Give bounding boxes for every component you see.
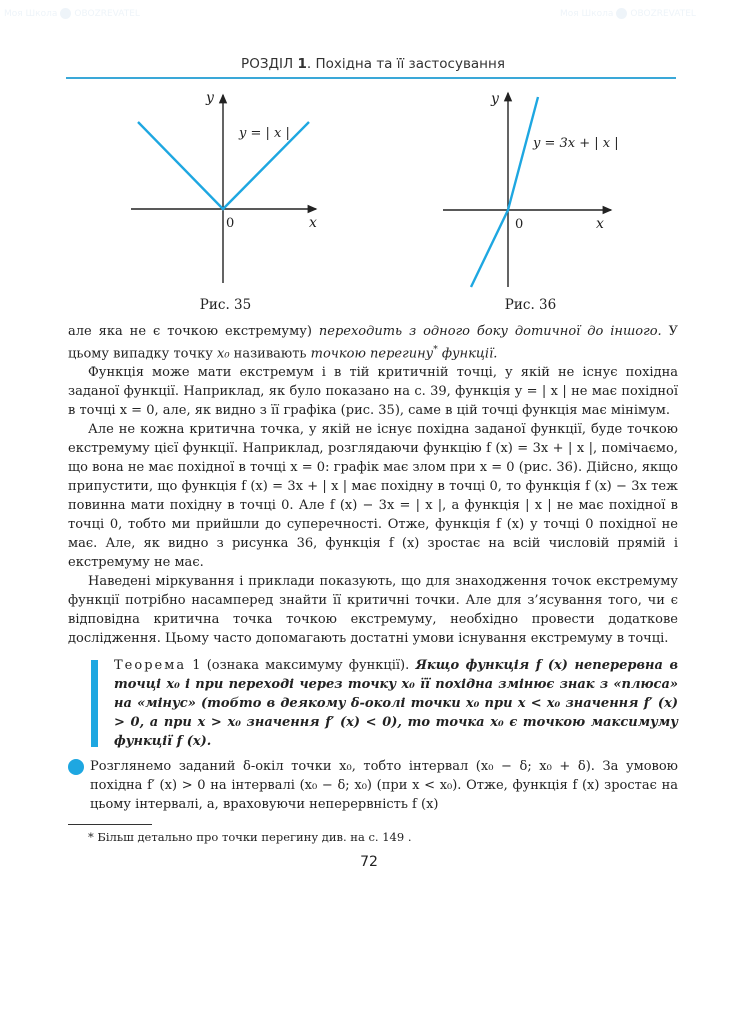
x-label: x <box>595 216 604 232</box>
footnote: * Більш детально про точки перегину див. на с. 149 . <box>88 830 412 845</box>
page-number: 72 <box>360 854 378 871</box>
y-label: y <box>490 91 499 107</box>
chapter-header: РОЗДІЛ 1. Похідна та її застосування <box>241 56 505 72</box>
proof-start-marker <box>68 759 84 775</box>
theorem-1: Теорема 1 (ознака максимуму функції). Якщо функція f (x) неперервна в точці x₀ і при переході через точку x₀ її похідна змінює знак з «плюса» на «мінус» (тобто в деякому δ-околі точки x₀ при x < x₀ значення f′ (x) > 0, а при x > x₀ значення f′ (x) < 0), то точка x₀ є точкою максимуму функції f (x). <box>114 658 678 750</box>
header-rule <box>66 77 676 79</box>
paragraph-3: Але не кожна критична точка, у якій не існує похідна заданої функції, буде точкою екстремуму цієї функції. Наприклад, розглядаючи функцію f (x) = 3x + | x |, помічаємо, що вона не має похідної в точці x = 0: графік має злом при x = 0 (рис. 36). Дійсно, якщо припустити, що функція f (x) = 3x + | x | має похідну в точці 0, то функція f (x) − 3x теж повинна мати похідну в точці 0. Але f (x) − 3x = | x |, а функція | x | не має похідної в точці 0, тобто ми прийшли до суперечності. Отже, функція f (x) у точці 0 похідної не має. Але, як видно з рисунка 36, функція f (x) зростає на всій числовій прямій і екстремуму не має. <box>68 422 678 571</box>
figures-row <box>68 87 678 314</box>
proof-block <box>68 757 678 814</box>
figure-36 <box>441 87 621 292</box>
x-label: x <box>308 215 317 231</box>
watermark: Моя Школа OBOZREVATEL <box>4 9 140 19</box>
footnote-rule <box>68 824 152 825</box>
paragraph-1: але яка не є точкою екстремуму) переходить з одного боку дотичної до іншого. У цьому випадку точку x₀ називають точкою перегину* функції. <box>68 324 679 362</box>
origin-label: 0 <box>514 217 523 232</box>
origin-label: 0 <box>225 216 234 231</box>
figure-36-caption: Рис. 36 <box>504 297 557 313</box>
figure-35-box <box>126 87 326 314</box>
figure-36-box <box>441 87 621 314</box>
graph-3x-abs <box>471 97 538 287</box>
theorem-bar <box>91 660 98 747</box>
watermark: Моя Школа OBOZREVATEL <box>560 9 696 19</box>
proof-text: Розглянемо заданий δ-окіл точки x₀, тобто інтервал (x₀ − δ; x₀ + δ). За умовою похідна f′ (x) > 0 на інтервалі (x₀ − δ; x₀) (при x < x₀). Отже, функція f (x) зростає на цьому інтервалі, а, враховуючи неперервність f (x) <box>90 759 678 813</box>
graph-label: y = | x | <box>238 126 290 141</box>
body-text <box>68 322 678 648</box>
paragraph-4: Наведені міркування і приклади показують, що для знаходження точок екстремуму функції потрібно насамперед знайти її критичні точки. Але для з’ясування того, чи є відповідна критична точка точкою екстремуму, необхідно провести додаткове дослідження. Цьому часто допомагають достатні умови існування екстремуму в точці. <box>68 574 678 647</box>
theorem-block <box>68 656 678 751</box>
graph-label: y = 3x + | x | <box>532 136 619 151</box>
figure-35-caption: Рис. 35 <box>199 297 252 313</box>
paragraph-2: Функція може мати екстремум і в тій критичній точці, у якій не існує похідна заданої функції. Наприклад, як було показано на с. 39, функція y = | x | не має похідної в точці x = 0, але, як видно з її графіка (рис. 35), саме в цій точці функція має мінімум. <box>68 365 678 419</box>
figure-35 <box>126 87 326 292</box>
y-label: y <box>205 90 214 106</box>
